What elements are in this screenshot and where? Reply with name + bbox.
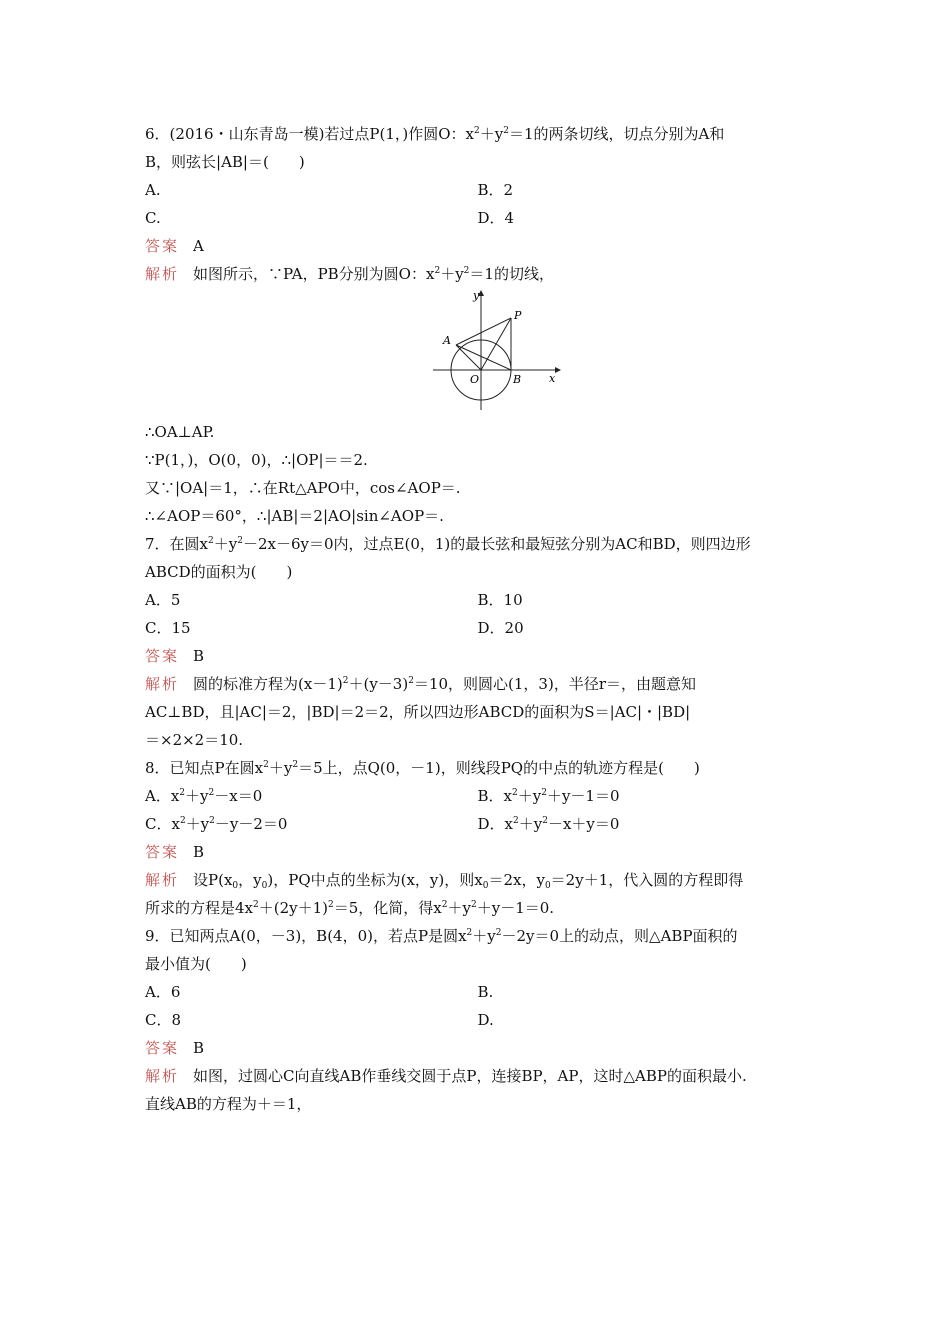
point-b-label: B xyxy=(512,373,521,386)
analysis-label: 解析 xyxy=(145,871,180,889)
q6-options-row-1 xyxy=(145,176,810,204)
q7-options-row-1 xyxy=(145,586,810,614)
tangent-circle-figure xyxy=(145,288,810,418)
q8-option-a: A．$x^2+y^2-x=0$ xyxy=(145,787,263,805)
q6-stem-line-2: B，则弦长|AB|＝( ) xyxy=(145,153,305,171)
q9-stem-line-1: 9．已知两点A(0，－3)，B(4，0)，若点P是圆$x^2+y^2-2y=0$上的动点，则△ABP面积的 xyxy=(145,927,738,945)
q6-analysis-line-1: 解析 如图所示，∵PA，PB分别为圆O：$x^2+y^2=1$的切线， xyxy=(145,265,554,283)
q9-option-b: B. xyxy=(477,983,494,1001)
y-axis-label: y xyxy=(472,289,479,302)
q6-analysis-line-4: 又∵|OA|＝1，∴在Rt△APO中，cos∠AOP＝. xyxy=(145,479,461,497)
document-content xyxy=(145,120,810,1118)
q9-stem-line-2: 最小值为( ) xyxy=(145,955,247,973)
q9-option-d: D. xyxy=(477,1011,494,1029)
q8-analysis-line-2: 所求的方程是$4x^2+(2y+1)^2=5$，化简，得$x^2+y^2+y-1=0$. xyxy=(145,899,555,917)
q8-options-row-2 xyxy=(145,810,810,838)
q7-answer: 答案 B xyxy=(145,647,205,665)
point-o-label: O xyxy=(469,373,479,386)
q6-option-a: A. xyxy=(145,181,161,199)
q7-analysis-line-2: AC⊥BD，且|AC|＝2，|BD|＝2＝2，所以四边形ABCD的面积为S＝|AC|・|BD| xyxy=(145,703,691,721)
point-a-label: A xyxy=(442,334,451,347)
q6-analysis-line-2: ∴OA⊥AP. xyxy=(145,423,215,441)
q9-answer: 答案 B xyxy=(145,1039,205,1057)
q8-answer: 答案 B xyxy=(145,843,205,861)
q6-options-row-2 xyxy=(145,204,810,232)
q6-option-b: B．2 xyxy=(477,181,514,199)
q6-option-c: C. xyxy=(145,209,161,227)
q6-analysis-line-3: ∵P(1，)，O(0，0)，∴|OP|＝＝2. xyxy=(145,451,368,469)
x-axis-arrow xyxy=(555,367,561,373)
q8-option-d: D．$x^2+y^2-x+y=0$ xyxy=(477,815,620,833)
q9-options-row-1 xyxy=(145,978,810,1006)
q9-analysis-line-2: 直线AB的方程为＋＝1， xyxy=(145,1095,312,1113)
x-axis-label: x xyxy=(548,372,555,385)
segment-oa xyxy=(456,345,481,370)
q7-option-b: B．10 xyxy=(477,591,523,609)
answer-label: 答案 xyxy=(145,647,180,665)
q6-stem-line-1: 6．(2016・山东青岛一模)若过点P(1，)作圆O：$x^2+y^2=1$的两条切线，切点分别为A和 xyxy=(145,125,725,143)
analysis-label: 解析 xyxy=(145,1067,180,1085)
q9-option-c: C．8 xyxy=(145,1011,182,1029)
q8-options-row-1 xyxy=(145,782,810,810)
answer-label: 答案 xyxy=(145,237,180,255)
q8-stem: 8．已知点P在圆$x^2+y^2=5$上，点Q(0，－1)，则线段PQ的中点的轨迹方程是( ) xyxy=(145,759,700,777)
q8-analysis-line-1: 解析 设$P(x_0$，$y_0$)，PQ中点的坐标为(x，y)，则$x_0=2x$，$y_0=2y+1$，代入圆的方程即得 xyxy=(145,871,744,891)
q7-option-d: D．20 xyxy=(477,619,524,637)
q7-stem-line-1: 7．在圆$x^2+y^2-2x-6y=0$内，过点E(0，1)的最长弦和最短弦分别为AC和BD，则四边形 xyxy=(145,535,751,553)
q9-options-row-2 xyxy=(145,1006,810,1034)
q6-answer: 答案 A xyxy=(145,237,204,255)
answer-label: 答案 xyxy=(145,843,180,861)
q8-option-c: C．$x^2+y^2-y-2=0$ xyxy=(145,815,288,833)
q7-options-row-2 xyxy=(145,614,810,642)
q8-option-b: B．$x^2+y^2+y-1=0$ xyxy=(477,787,620,805)
analysis-label: 解析 xyxy=(145,265,180,283)
analysis-label: 解析 xyxy=(145,675,180,693)
q6-option-d: D．4 xyxy=(477,209,515,227)
q7-analysis-line-1: 解析 圆的标准方程为$(x-1)^2+(y-3)^2=10$，则圆心(1，3)，半径r＝，由题意知 xyxy=(145,675,696,693)
q7-option-c: C．15 xyxy=(145,619,191,637)
q7-option-a: A．5 xyxy=(145,591,181,609)
q6-analysis-line-5: ∴∠AOP＝60°，∴|AB|＝2|AO|sin∠AOP＝. xyxy=(145,507,444,525)
q7-stem-line-2: ABCD的面积为( ) xyxy=(145,563,293,581)
q9-analysis-line-1: 解析 如图，过圆心C向直线AB作垂线交圆于点P，连接BP，AP，这时△ABP的面积最小. xyxy=(145,1067,747,1085)
q9-option-a: A．6 xyxy=(145,983,181,1001)
tangent-circle-diagram xyxy=(433,288,563,412)
q7-analysis-line-3: ＝×2×2＝10. xyxy=(145,731,244,749)
point-p-label: P xyxy=(513,309,521,322)
answer-label: 答案 xyxy=(145,1039,180,1057)
